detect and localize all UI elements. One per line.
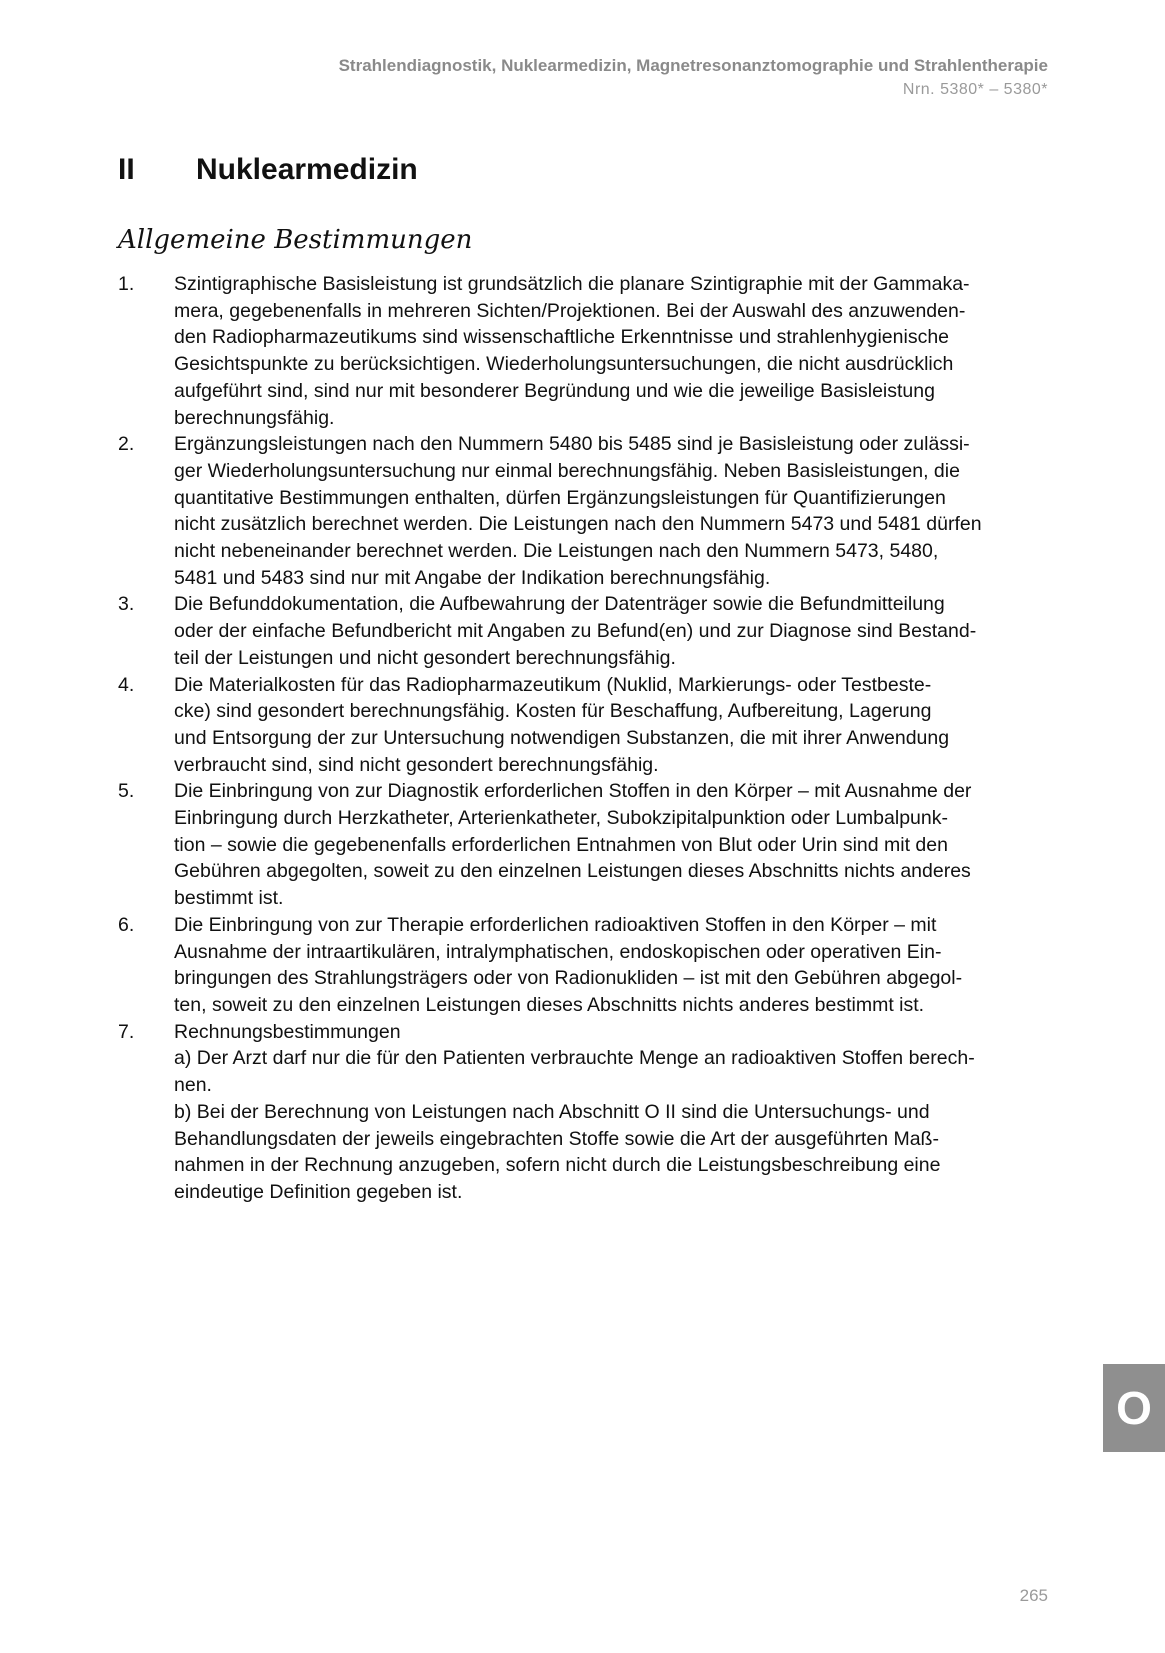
running-range: Nrn. 5380* – 5380*	[902, 81, 1048, 98]
rule-text-line: Ergänzungsleistungen nach den Nummern 5480 bis 5485 sind je Basisleistung oder zulässi-	[174, 433, 970, 456]
rule-text-line: 5481 und 5483 sind nur mit Angabe der Indikation berechnungsfähig.	[174, 566, 771, 589]
rule-text-line: nicht nebeneinander berechnet werden. Die Leistungen nach den Nummern 5473, 5480,	[174, 540, 939, 563]
rule-item	[118, 912, 1050, 1019]
page-number: 265	[1019, 1586, 1048, 1605]
rule-text-line: Die Einbringung von zur Therapie erforderlichen radioaktiven Stoffen in den Körper – mit	[174, 913, 937, 936]
rule-text-line: Die Materialkosten für das Radiopharmazeutikum (Nuklid, Markierungs- oder Testbeste-	[174, 673, 932, 696]
rule-text-line: a) Der Arzt darf nur die für den Patienten verbrauchte Menge an radioaktiven Stoffen berech-	[174, 1047, 975, 1070]
rule-text-line: berechnungsfähig.	[174, 406, 335, 429]
rule-text-line: Ausnahme der intraartikulären, intralymphatischen, endoskopischen oder operativen Ein-	[174, 940, 942, 963]
rule-text-line: und Entsorgung der zur Untersuchung notwendigen Substanzen, die mit ihrer Anwendung	[174, 726, 950, 749]
rule-text-line: quantitative Bestimmungen enthalten, dürfen Ergänzungsleistungen für Quantifizierungen	[174, 486, 946, 509]
rule-text-line: Szintigraphische Basisleistung ist grundsätzlich die planare Szintigraphie mit der Gammaka-	[174, 273, 970, 295]
rule-item	[118, 672, 1050, 779]
rule-text-line: nen.	[174, 1074, 212, 1097]
rule-number: 3.	[118, 593, 135, 616]
rule-text-line: cke) sind gesondert berechnungsfähig. Kosten für Beschaffung, Aufbereitung, Lagerung	[174, 700, 932, 723]
rule-item	[118, 778, 1050, 912]
sub-heading: Allgemeine Bestimmungen	[118, 225, 473, 255]
rule-text-line: verbraucht sind, sind nicht gesondert berechnungsfähig.	[174, 753, 659, 776]
rule-number: 7.	[118, 1020, 135, 1043]
rule-item	[118, 591, 1050, 671]
rule-text-line: eindeutige Definition gegeben ist.	[174, 1180, 463, 1203]
rule-item	[118, 1019, 1050, 1206]
rule-text-line: ten, soweit zu den einzelnen Leistungen dieses Abschnitts nichts anderes bestimmt ist.	[174, 993, 925, 1016]
rule-text-line: Die Einbringung von zur Diagnostik erforderlichen Stoffen in den Körper – mit Ausnahme der	[174, 780, 972, 803]
rule-text-line: den Radiopharmazeutikums sind wissenschaftliche Erkenntnisse und strahlenhygienische	[174, 326, 950, 349]
rule-text-line: ger Wiederholungsuntersuchung nur einmal berechnungsfähig. Neben Basisleistungen, die	[174, 459, 960, 482]
rule-text-line: oder der einfache Befundbericht mit Angaben zu Befund(en) und zur Diagnose sind Bestand-	[174, 620, 977, 643]
rule-text-line: Rechnungsbestimmungen	[174, 1020, 401, 1043]
rule-text-line: Gebühren abgegolten, soweit zu den einzelnen Leistungen dieses Abschnitts nichts anderes	[174, 860, 971, 883]
rules-list	[118, 271, 1050, 1206]
section-numeral: II	[118, 153, 135, 186]
rule-text-line: teil der Leistungen und nicht gesondert berechnungsfähig.	[174, 646, 676, 669]
running-title: Strahlendiagnostik, Nuklearmedizin, Magnetresonanztomographie und Strahlentherapie	[338, 56, 1048, 75]
rule-number: 6.	[118, 913, 135, 936]
running-header	[339, 54, 1048, 102]
rule-text-line: b) Bei der Berechnung von Leistungen nach Abschnitt O II sind die Untersuchungs- und	[174, 1100, 930, 1123]
rule-item	[118, 431, 1050, 591]
rule-text-line: bringungen des Strahlungsträgers oder von Radionukliden – ist mit den Gebühren abgegol-	[174, 967, 963, 990]
rule-number: 5.	[118, 780, 135, 803]
rule-text-line: Gesichtspunkte zu berücksichtigen. Wiederholungsuntersuchungen, die nicht ausdrücklich	[174, 353, 954, 376]
rule-item	[118, 271, 1050, 431]
rule-text-line: Einbringung durch Herzkatheter, Arterienkatheter, Subokzipitalpunktion oder Lumbalpunk-	[174, 807, 948, 830]
rule-text-line: tion – sowie die gegebenenfalls erforderlichen Entnahmen von Blut oder Urin sind mit den	[174, 833, 948, 856]
rule-number: 1.	[118, 273, 135, 295]
rule-number: 4.	[118, 673, 135, 696]
section-heading	[118, 150, 418, 190]
chapter-tab-marker: O	[1103, 1364, 1165, 1452]
rule-text-line: nicht zusätzlich berechnet werden. Die Leistungen nach den Nummern 5473 und 5481 dürfen	[174, 513, 982, 536]
rule-text-line: nahmen in der Rechnung anzugeben, sofern nicht durch die Leistungsbeschreibung eine	[174, 1154, 941, 1177]
rule-text-line: Behandlungsdaten der jeweils eingebrachten Stoffe sowie die Art der ausgeführten Maß-	[174, 1127, 939, 1150]
rule-number: 2.	[118, 433, 135, 456]
rule-text-line: mera, gegebenenfalls in mehreren Sichten/Projektionen. Bei der Auswahl des anzuwenden-	[174, 299, 966, 322]
rule-text-line: bestimmt ist.	[174, 887, 284, 910]
rule-text-line: Die Befunddokumentation, die Aufbewahrung der Datenträger sowie die Befundmitteilung	[174, 593, 945, 616]
section-title: Nuklearmedizin	[196, 153, 418, 186]
rule-text-line: aufgeführt sind, sind nur mit besonderer Begründung und wie die jeweilige Basisleistung	[174, 379, 935, 402]
